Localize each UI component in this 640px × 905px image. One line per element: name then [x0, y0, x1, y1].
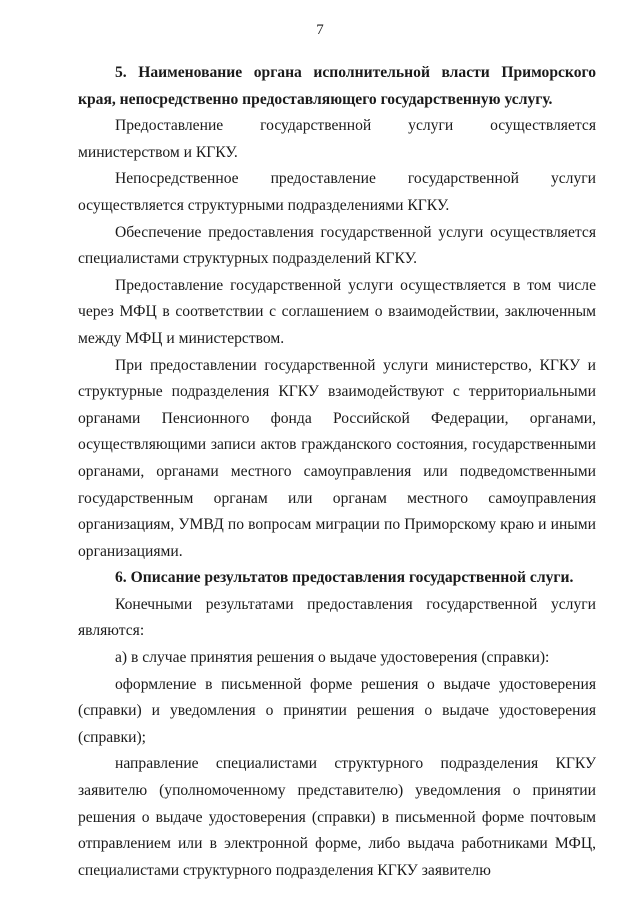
document-body: [78, 60, 596, 884]
paragraph: Предоставление государственной услуги осуществляется министерством и КГКУ.: [78, 117, 596, 161]
paragraph: Предоставление государственной услуги осуществляется в том числе через МФЦ в соответствии с соглашением о взаимодействии, заключенным между МФЦ и министерством.: [78, 276, 596, 347]
paragraph: а) в случае принятия решения о выдаче удостоверения (справки):: [115, 649, 550, 667]
paragraph: направление специалистами структурного подразделения КГКУ заявителю (уполномоченному представителю) уведомления о принятии решения о выдаче удостоверения (справки) в письменной форме почтовым отправлением или в электронной форме, либо выдача работниками МФЦ, специалистами структурного подразделения КГКУ заявителю: [78, 755, 596, 879]
paragraph: Конечными результатами предоставления государственной услуги являются:: [78, 595, 596, 640]
paragraph: При предоставлении государственной услуги министерство, КГКУ и структурные подразделения КГКУ взаимодействуют с территориальными органами Пенсионного фонда Российской Федерации, органами, осуществляющими записи актов гражданского состояния, государственными органами, органами местного самоуправления или подведомственными государственным органам или органам местного самоуправления организациям, УМВД по вопросам миграции по Приморскому краю и иными организациями.: [78, 356, 596, 560]
section-heading-5: 5. Наименование органа исполнительной власти Приморского края, непосредственно предоставляющего государственную услугу.: [78, 64, 596, 108]
paragraph: Непосредственное предоставление государственной услуги осуществляется структурными подразделениями КГКУ.: [78, 170, 596, 214]
paragraph: Обеспечение предоставления государственной услуги осуществляется специалистами структурных подразделений КГКУ.: [78, 223, 596, 268]
page-number: 7: [316, 22, 324, 38]
paragraph: оформление в письменной форме решения о выдаче удостоверения (справки) и уведомления о принятии решения о выдаче удостоверения (справки);: [78, 675, 596, 746]
section-heading-6: 6. Описание результатов предоставления государственной слуги.: [115, 569, 574, 587]
